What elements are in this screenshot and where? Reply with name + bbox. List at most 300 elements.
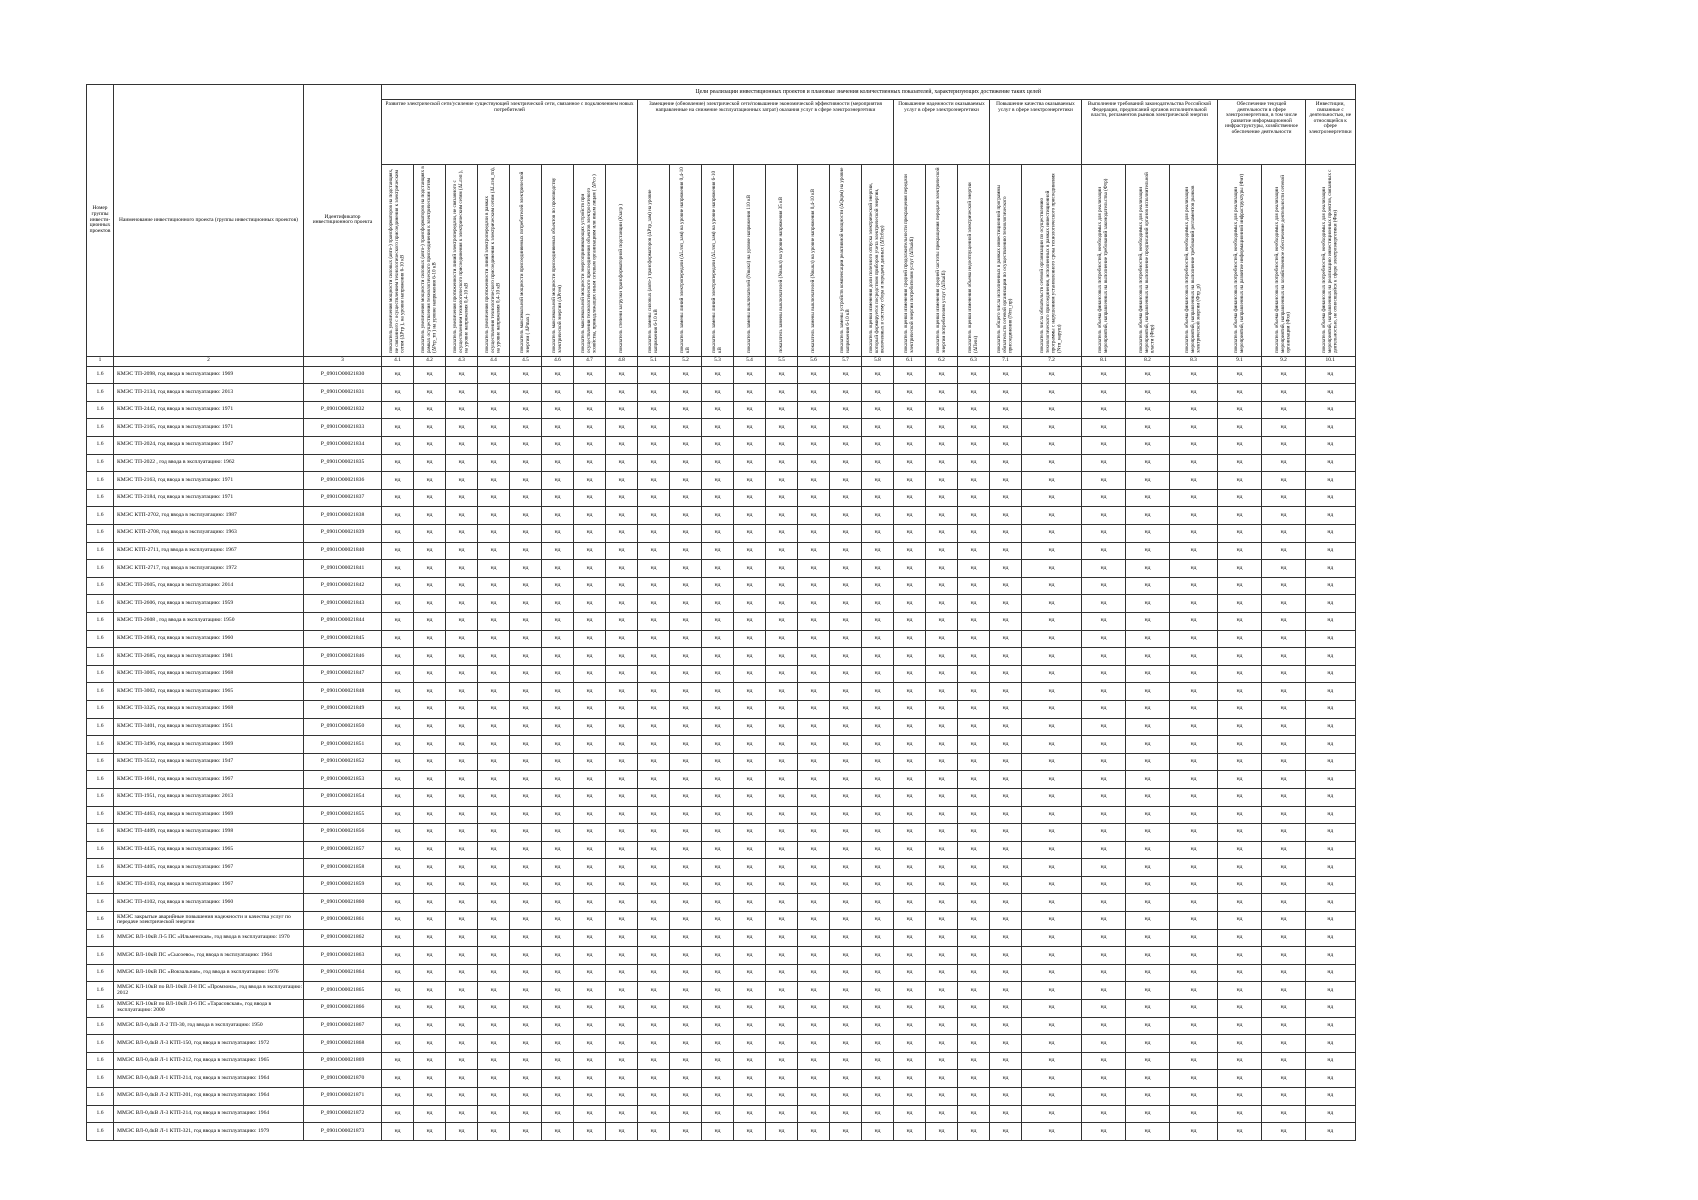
cell-indicator-value: нд [414,366,446,384]
column-number: 6.2 [926,356,958,366]
cell-indicator-value: нд [958,912,990,930]
cell-indicator-value: нд [1126,542,1170,560]
cell-indicator-value: нд [894,665,926,683]
cell-indicator-value: нд [958,472,990,490]
cell-indicator-value: нд [510,630,542,648]
cell-indicator-value: нд [510,648,542,666]
cell-indicator-value: нд [702,1123,734,1141]
cell-project-id: P_0901O00021832 [304,401,382,419]
cell-indicator-value: нд [382,472,414,490]
cell-indicator-value: нд [1218,753,1262,771]
cell-indicator-value: нд [638,1017,670,1035]
cell-indicator-value: нд [958,577,990,595]
column-number: 8.2 [1126,356,1170,366]
cell-indicator-value: нд [574,912,606,930]
cell-indicator-value: нд [894,859,926,877]
cell-indicator-value: нд [734,595,766,613]
cell-indicator-value: нд [1022,1000,1082,1018]
header-indicator [830,165,862,357]
cell-indicator-value: нд [990,577,1022,595]
cell-indicator-value: нд [446,401,478,419]
column-number: 4.5 [510,356,542,366]
cell-indicator-value: нд [1082,1105,1126,1123]
cell-indicator-value: нд [702,595,734,613]
header-indicator [1082,165,1126,357]
cell-indicator-value: нд [894,841,926,859]
cell-indicator-value: нд [862,912,894,930]
cell-indicator-value: нд [1218,489,1262,507]
cell-indicator-value: нд [606,788,638,806]
cell-indicator-value: нд [1306,489,1356,507]
table-row [87,595,1356,613]
cell-indicator-value: нд [1082,806,1126,824]
cell-indicator-value: нд [766,1070,798,1088]
cell-indicator-value: нд [414,489,446,507]
cell-indicator-value: нд [798,595,830,613]
cell-indicator-value: нд [830,489,862,507]
cell-indicator-value: нд [702,824,734,842]
cell-indicator-value: нд [766,964,798,982]
cell-indicator-value: нд [766,1017,798,1035]
cell-project-id: P_0901O00021830 [304,366,382,384]
cell-indicator-value: нд [574,683,606,701]
cell-indicator-value: нд [478,525,510,543]
table-row [87,788,1356,806]
cell-indicator-value: нд [1170,595,1218,613]
cell-indicator-value: нд [830,771,862,789]
cell-indicator-value: нд [894,595,926,613]
cell-indicator-value: нд [766,542,798,560]
cell-indicator-value: нд [478,1017,510,1035]
cell-indicator-value: нд [1262,384,1306,402]
cell-indicator-value: нд [1306,982,1356,1000]
cell-indicator-value: нд [1126,454,1170,472]
cell-indicator-value: нд [414,894,446,912]
cell-project-name: КМЭС ТП-2022 , год ввода в эксплуатацию: 1962 [114,454,304,472]
cell-indicator-value: нд [638,912,670,930]
cell-indicator-value: нд [1262,947,1306,965]
cell-indicator-value: нд [702,1035,734,1053]
cell-indicator-value: нд [510,683,542,701]
cell-project-id: P_0901O00021838 [304,507,382,525]
cell-indicator-value: нд [702,472,734,490]
cell-indicator-value: нд [862,454,894,472]
cell-indicator-value: нд [670,859,702,877]
cell-indicator-value: нд [638,1105,670,1123]
cell-indicator-value: нд [542,630,574,648]
cell-project-id: P_0901O00021863 [304,947,382,965]
cell-indicator-value: нд [1218,577,1262,595]
cell-indicator-value: нд [862,824,894,842]
cell-indicator-value: нд [1082,736,1126,754]
cell-indicator-value: нд [734,876,766,894]
cell-indicator-value: нд [766,788,798,806]
cell-indicator-value: нд [1262,1123,1306,1141]
cell-indicator-value: нд [574,736,606,754]
cell-indicator-value: нд [830,1035,862,1053]
cell-indicator-value: нд [990,841,1022,859]
cell-indicator-value: нд [862,437,894,455]
cell-indicator-value: нд [1022,1017,1082,1035]
header-indicator [798,165,830,357]
cell-indicator-value: нд [766,859,798,877]
cell-project-name: ММЭС ВЛ-10кВ ПС «Сысоево», год ввода в эксплуатацию: 1964 [114,947,304,965]
cell-project-name: КМЭС ТП-4409, год ввода в эксплуатацию: 1998 [114,824,304,842]
cell-indicator-value: нд [1082,612,1126,630]
cell-indicator-value: нд [478,736,510,754]
table-row [87,1088,1356,1106]
cell-indicator-value: нд [574,982,606,1000]
cell-indicator-value: нд [478,876,510,894]
cell-indicator-value: нд [542,929,574,947]
cell-indicator-value: нд [670,542,702,560]
cell-indicator-value: нд [1126,577,1170,595]
cell-indicator-value: нд [830,1052,862,1070]
cell-project-id: P_0901O00021872 [304,1105,382,1123]
cell-indicator-value: нд [1306,472,1356,490]
cell-project-name: ММЭС КЛ-10кВ по ВЛ-10кВ Л-6 ПС «Тарасовская», год ввода в эксплуатацию: 2000 [114,1000,304,1018]
cell-project-id: P_0901O00021835 [304,454,382,472]
cell-indicator-value: нд [1262,982,1306,1000]
cell-indicator-value: нд [574,454,606,472]
cell-indicator-value: нд [766,912,798,930]
cell-indicator-value: нд [606,577,638,595]
cell-indicator-value: нд [382,1052,414,1070]
cell-indicator-value: нд [734,964,766,982]
cell-indicator-value: нд [1262,525,1306,543]
cell-indicator-value: нд [542,595,574,613]
cell-indicator-value: нд [990,736,1022,754]
cell-indicator-value: нд [1262,1017,1306,1035]
cell-indicator-value: нд [990,1088,1022,1106]
cell-project-name: КМЭС ТП-3325, год ввода в эксплуатацию: 1968 [114,700,304,718]
cell-indicator-value: нд [958,982,990,1000]
cell-indicator-value: нд [1306,1035,1356,1053]
cell-indicator-value: нд [702,894,734,912]
cell-indicator-value: нд [510,700,542,718]
cell-indicator-value: нд [574,542,606,560]
cell-indicator-value: нд [446,577,478,595]
cell-indicator-value: нд [894,753,926,771]
cell-indicator-value: нд [1126,665,1170,683]
cell-indicator-value: нд [766,1088,798,1106]
table-row [87,771,1356,789]
cell-indicator-value: нд [702,859,734,877]
cell-indicator-value: нд [606,700,638,718]
cell-indicator-value: нд [798,1035,830,1053]
cell-indicator-value: нд [702,542,734,560]
cell-indicator-value: нд [702,648,734,666]
cell-indicator-value: нд [894,542,926,560]
cell-indicator-value: нд [382,806,414,824]
cell-group-number: 1.6 [87,912,114,930]
cell-indicator-value: нд [958,736,990,754]
cell-project-name: ММЭС КЛ-10кВ по ВЛ-10кВ Л-8 ПС «Промзона», год ввода в эксплуатацию: 2012 [114,982,304,1000]
cell-indicator-value: нд [926,683,958,701]
cell-indicator-value: нд [670,736,702,754]
cell-indicator-value: нд [1082,824,1126,842]
cell-project-id: P_0901O00021834 [304,437,382,455]
cell-group-number: 1.6 [87,859,114,877]
cell-indicator-value: нд [382,366,414,384]
cell-indicator-value: нд [478,683,510,701]
cell-indicator-value: нд [574,489,606,507]
cell-indicator-value: нд [702,876,734,894]
cell-indicator-value: нд [1170,366,1218,384]
cell-indicator-value: нд [446,718,478,736]
header-indicator-label: показатель увеличения протяженности линий электропередачи, не связанного с осуществлением технологического присоединения к электрическим сетям (ΔLлэп ), на уровне напряжения 0,4-10 кВ [451,170,470,353]
cell-project-name: КМЭС ТП-2163, год ввода в эксплуатацию: 1971 [114,472,304,490]
cell-indicator-value: нд [382,894,414,912]
cell-indicator-value: нд [830,841,862,859]
cell-indicator-value: нд [542,876,574,894]
cell-indicator-value: нд [510,718,542,736]
cell-indicator-value: нд [830,894,862,912]
cell-indicator-value: нд [1306,612,1356,630]
cell-indicator-value: нд [830,665,862,683]
cell-indicator-value: нд [382,718,414,736]
cell-indicator-value: нд [798,806,830,824]
cell-indicator-value: нд [798,894,830,912]
cell-indicator-value: нд [574,771,606,789]
cell-indicator-value: нд [414,560,446,578]
cell-indicator-value: нд [478,753,510,771]
cell-project-name: ММЭС ВЛ-10кВ Л-5 ПС «Ильменская», год ввода в эксплуатацию: 1970 [114,929,304,947]
cell-indicator-value: нд [862,753,894,771]
cell-indicator-value: нд [926,736,958,754]
cell-indicator-value: нд [478,1070,510,1088]
cell-indicator-value: нд [1126,894,1170,912]
cell-indicator-value: нд [894,472,926,490]
cell-indicator-value: нд [1082,771,1126,789]
cell-group-number: 1.6 [87,1105,114,1123]
cell-indicator-value: нд [862,665,894,683]
cell-indicator-value: нд [734,753,766,771]
column-number: 5.5 [766,356,798,366]
cell-indicator-value: нд [670,1017,702,1035]
cell-indicator-value: нд [414,788,446,806]
header-indicator-label: показатель общего числа исполненных в рамках инвестиционной программы обязательств сетевой организации по осуществлению технологического присоединения (Nтп_пр) [995,184,1014,353]
cell-indicator-value: нд [510,929,542,947]
cell-indicator-value: нд [414,542,446,560]
cell-indicator-value: нд [638,1035,670,1053]
cell-indicator-value: нд [382,876,414,894]
cell-indicator-value: нд [1170,384,1218,402]
cell-indicator-value: нд [990,718,1022,736]
cell-indicator-value: нд [894,648,926,666]
cell-indicator-value: нд [382,507,414,525]
cell-indicator-value: нд [1022,894,1082,912]
cell-indicator-value: нд [1082,472,1126,490]
header-indicator-label: показатель замены устройств компенсации реактивной мощности (ΔQкрм) на уровне напряжения 6-10 кВ [838,167,851,353]
cell-indicator-value: нд [446,612,478,630]
cell-indicator-value: нд [606,1105,638,1123]
cell-indicator-value: нд [958,401,990,419]
cell-indicator-value: нд [1306,401,1356,419]
cell-indicator-value: нд [830,630,862,648]
cell-indicator-value: нд [990,419,1022,437]
cell-indicator-value: нд [1082,560,1126,578]
header-indicator [446,165,478,357]
cell-indicator-value: нд [1218,771,1262,789]
cell-indicator-value: нд [1022,841,1082,859]
cell-indicator-value: нд [382,648,414,666]
cell-project-id: P_0901O00021865 [304,982,382,1000]
cell-indicator-value: нд [1218,1070,1262,1088]
cell-indicator-value: нд [1262,964,1306,982]
cell-group-number: 1.6 [87,665,114,683]
cell-indicator-value: нд [1022,1052,1082,1070]
cell-indicator-value: нд [446,1105,478,1123]
cell-indicator-value: нд [1306,1000,1356,1018]
cell-indicator-value: нд [382,736,414,754]
cell-project-name: КМЭС ТП-4102, год ввода в эксплуатацию: 1960 [114,894,304,912]
cell-indicator-value: нд [958,1000,990,1018]
cell-project-name: КМЭС ТП-3532, год ввода в эксплуатацию: 1947 [114,753,304,771]
cell-indicator-value: нд [990,489,1022,507]
cell-indicator-value: нд [574,718,606,736]
cell-indicator-value: нд [958,683,990,701]
cell-indicator-value: нд [1082,788,1126,806]
cell-indicator-value: нд [638,771,670,789]
cell-indicator-value: нд [766,700,798,718]
cell-indicator-value: нд [638,806,670,824]
cell-project-name: КМЭС ТП-1661, год ввода в эксплуатацию: 1967 [114,771,304,789]
cell-indicator-value: нд [798,542,830,560]
cell-indicator-value: нд [894,384,926,402]
cell-indicator-value: нд [894,788,926,806]
cell-indicator-value: нд [1022,419,1082,437]
cell-indicator-value: нд [510,806,542,824]
cell-indicator-value: нд [926,1000,958,1018]
cell-indicator-value: нд [766,525,798,543]
cell-indicator-value: нд [382,542,414,560]
cell-indicator-value: нд [382,912,414,930]
cell-indicator-value: нд [1126,736,1170,754]
cell-indicator-value: нд [542,437,574,455]
cell-group-number: 1.6 [87,788,114,806]
cell-indicator-value: нд [446,648,478,666]
cell-indicator-value: нд [1218,894,1262,912]
cell-indicator-value: нд [1022,577,1082,595]
cell-indicator-value: нд [702,1088,734,1106]
cell-indicator-value: нд [414,1105,446,1123]
cell-indicator-value: нд [734,489,766,507]
table-row [87,683,1356,701]
cell-group-number: 1.6 [87,1052,114,1070]
cell-indicator-value: нд [1126,1052,1170,1070]
cell-indicator-value: нд [478,595,510,613]
cell-indicator-value: нд [958,947,990,965]
cell-indicator-value: нд [862,683,894,701]
cell-indicator-value: нд [766,929,798,947]
cell-indicator-value: нд [1082,894,1126,912]
cell-indicator-value: нд [990,683,1022,701]
cell-indicator-value: нд [382,437,414,455]
cell-indicator-value: нд [862,401,894,419]
cell-indicator-value: нд [1218,454,1262,472]
cell-indicator-value: нд [798,1052,830,1070]
cell-indicator-value: нд [926,1123,958,1141]
cell-project-id: P_0901O00021859 [304,876,382,894]
cell-indicator-value: нд [702,753,734,771]
cell-indicator-value: нд [1306,1123,1356,1141]
cell-indicator-value: нд [382,560,414,578]
cell-indicator-value: нд [670,982,702,1000]
cell-indicator-value: нд [702,1052,734,1070]
cell-indicator-value: нд [990,929,1022,947]
header-indicator [894,165,926,357]
cell-indicator-value: нд [734,788,766,806]
cell-indicator-value: нд [1170,982,1218,1000]
cell-indicator-value: нд [766,437,798,455]
cell-indicator-value: нд [894,736,926,754]
cell-indicator-value: нд [1262,577,1306,595]
cell-indicator-value: нд [990,1017,1022,1035]
table-row [87,929,1356,947]
cell-indicator-value: нд [1218,648,1262,666]
cell-indicator-value: нд [766,489,798,507]
cell-indicator-value: нд [446,894,478,912]
cell-indicator-value: нд [670,1070,702,1088]
cell-indicator-value: нд [1126,489,1170,507]
cell-indicator-value: нд [670,1105,702,1123]
cell-indicator-value: нд [990,648,1022,666]
cell-indicator-value: нд [798,824,830,842]
table-row [87,542,1356,560]
cell-indicator-value: нд [894,771,926,789]
cell-indicator-value: нд [990,788,1022,806]
cell-indicator-value: нд [766,894,798,912]
column-number: 9.1 [1218,356,1262,366]
cell-indicator-value: нд [446,630,478,648]
table-row [87,1052,1356,1070]
cell-indicator-value: нд [382,1123,414,1141]
cell-indicator-value: нд [766,876,798,894]
cell-indicator-value: нд [414,595,446,613]
cell-indicator-value: нд [1218,630,1262,648]
column-number: 4.7 [574,356,606,366]
cell-indicator-value: нд [542,419,574,437]
cell-indicator-value: нд [414,454,446,472]
cell-indicator-value: нд [1170,753,1218,771]
cell-indicator-value: нд [1126,683,1170,701]
cell-indicator-value: нд [670,401,702,419]
cell-indicator-value: нд [830,1105,862,1123]
cell-indicator-value: нд [1262,489,1306,507]
cell-indicator-value: нд [830,859,862,877]
header-indicator-label: показатель максимальной мощности присоединяемых объектов по производству электрической энергии (ΔPген) [550,177,563,353]
cell-indicator-value: нд [734,806,766,824]
cell-indicator-value: нд [1306,1017,1356,1035]
cell-indicator-value: нд [990,1052,1022,1070]
cell-project-id: P_0901O00021858 [304,859,382,877]
cell-indicator-value: нд [958,876,990,894]
cell-indicator-value: нд [926,560,958,578]
cell-indicator-value: нд [446,542,478,560]
cell-group-number: 1.6 [87,401,114,419]
cell-indicator-value: нд [926,929,958,947]
cell-group-number: 1.6 [87,542,114,560]
cell-indicator-value: нд [798,1088,830,1106]
cell-indicator-value: нд [1170,630,1218,648]
cell-indicator-value: нд [798,1105,830,1123]
header-indicator [542,165,574,357]
cell-indicator-value: нд [1126,366,1170,384]
cell-indicator-value: нд [830,1017,862,1035]
cell-indicator-value: нд [798,489,830,507]
cell-indicator-value: нд [1022,366,1082,384]
